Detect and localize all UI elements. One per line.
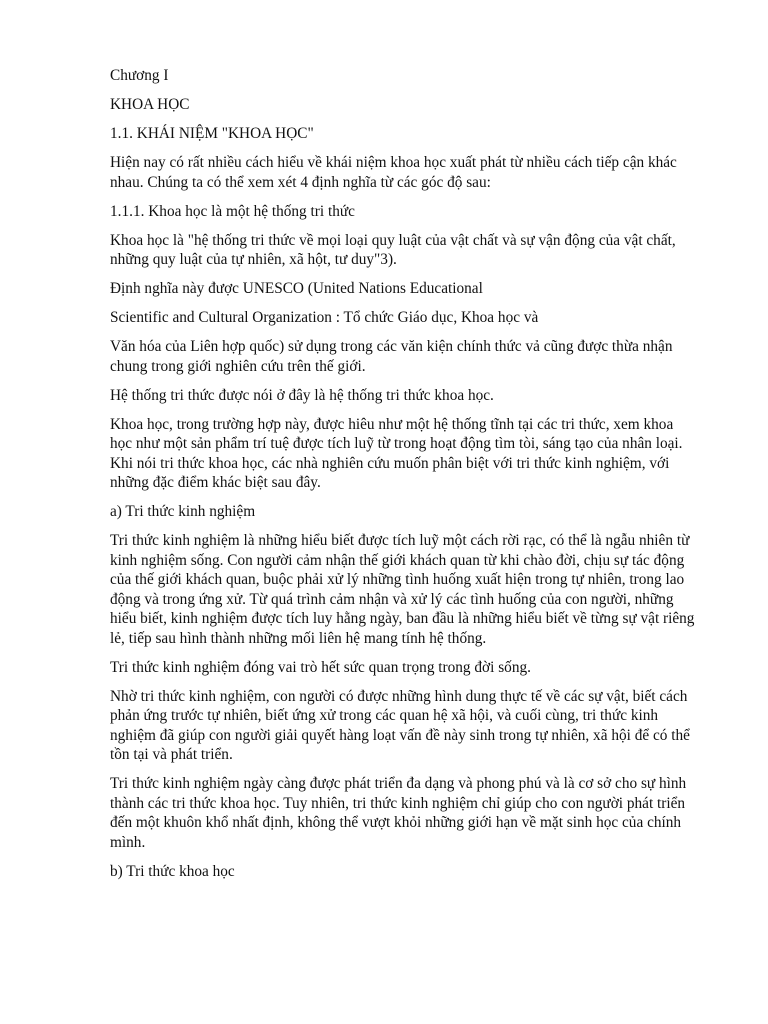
section-heading-1-1-1: 1.1.1. Khoa học là một hệ thống tri thức	[110, 202, 355, 220]
chapter-title: KHOA HỌC	[110, 96, 190, 113]
unesco-line-3: Văn hóa của Liên hợp quốc) sử dụng trong các văn kiện chính thức vả cũng được thừa nhận chung trong giới nghiên cứu trên thế giới.	[110, 338, 673, 375]
unesco-line-2: Scientific and Cultural Organization : Tổ chức Giáo dục, Khoa học và	[110, 309, 539, 326]
heading-a: a) Tri thức kinh nghiệm	[110, 503, 256, 520]
document-page	[110, 66, 696, 891]
experience-paragraph-3: Nhờ tri thức kinh nghiệm, con người có được những hình dung thực tế về các sự vật, biết cách phản ứng trước tự nhiên, biết ứng xử trong các quan hệ xã hội, và cuối cùng, tri thức kinh nghiệm đã giúp con người giải quyết hàng loạt vấn đề này sinh trong tự nhiên, xã hội để có thể tồn tại và phát triển.	[110, 687, 690, 763]
science-paragraph: Khoa học, trong trường hợp này, được hiêu như một hệ thống tĩnh tại các tri thức, xem khoa học như một sản phẩm trí tuệ được tích luỹ từ trong hoạt động tìm tòi, sáng tạo của nhân loại. Khi nói tri thức khoa học, các nhà nghiên cứu muốn phân biệt với tri thức kinh nghiệm, với những đặc điểm khác biệt sau đây.	[110, 415, 683, 491]
heading-b: b) Tri thức khoa học	[110, 862, 235, 880]
intro-paragraph: Hiện nay có rất nhiều cách hiểu về khái niệm khoa học xuất phát từ nhiều cách tiếp cận khác nhau. Chúng ta có thể xem xét 4 định nghĩa từ các góc độ sau:	[110, 154, 677, 191]
experience-paragraph-2: Tri thức kinh nghiệm đóng vai trò hết sức quan trọng trong đời sống.	[110, 658, 531, 676]
chapter-label: Chương I	[110, 67, 169, 84]
experience-paragraph-1: Tri thức kinh nghiệm là những hiểu biết được tích luỹ một cách rời rạc, có thể là ngẫu nhiên từ kinh nghiệm sống. Con người cảm nhận thế giới khách quan từ khi chào đời, chịu sự tác động của thế giới khách quan, buộc phải xử lý những tình huống xuất hiện trong tự nhiên, trong lao động và trong ứng xử. Từ quá trình cảm nhận và xử lý các tình huống của con người, những hiểu biết, kinh nghiệm được tích luy hằng ngày, ban đầu là những hiểu biết về từng sự vật riêng lẻ, tiếp sau hình thành những mối liên hệ mang tính hệ thống.	[110, 532, 695, 647]
definition-paragraph: Khoa học là "hệ thống tri thức về mọi loại quy luật của vật chất và sự vận động của vật chất, những quy luật của tự nhiên, xã hột, tư duy"3).	[110, 231, 676, 268]
system-note-paragraph: Hệ thống tri thức được nói ở đây là hệ thống tri thức khoa học.	[110, 386, 494, 404]
experience-paragraph-4: Tri thức kinh nghiệm ngày càng được phát triển đa dạng và phong phú và là cơ sở cho sự hình thành các tri thức khoa học. Tuy nhiên, tri thức kinh nghiệm chỉ giúp cho con người phát triển đến một khuôn khổ nhất định, không thể vượt khỏi những giới hạn về mặt sinh học của chính mình.	[110, 775, 687, 851]
unesco-line-1: Định nghĩa này được UNESCO (United Nations Educational	[110, 280, 483, 297]
section-heading-1-1: 1.1. KHÁI NIỆM "KHOA HỌC"	[110, 125, 314, 142]
